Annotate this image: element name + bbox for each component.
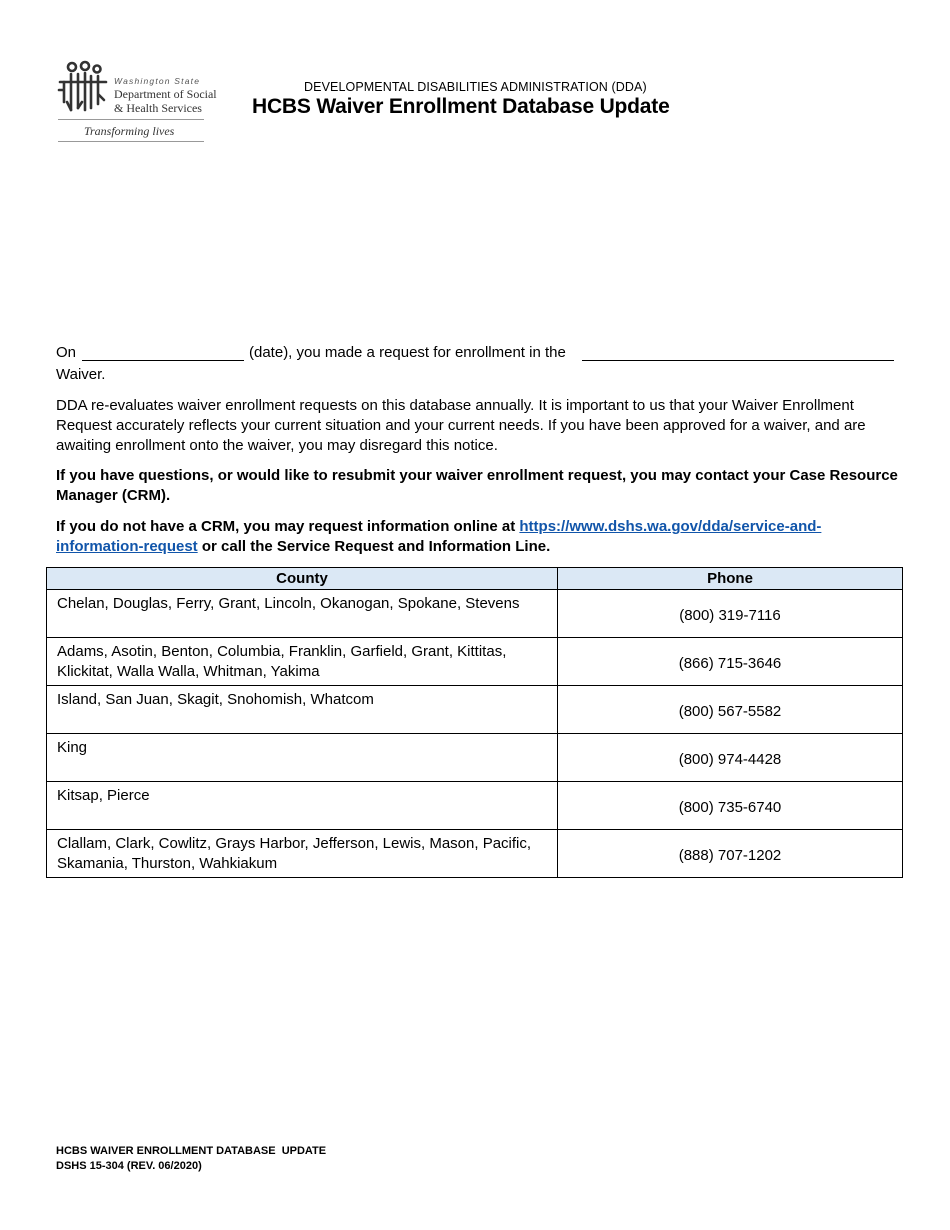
county-cell: Chelan, Douglas, Ferry, Grant, Lincoln, Okanogan, Spokane, Stevens [47,590,558,638]
phone-cell: (800) 319-7116 [558,590,903,638]
on-label: On [56,344,77,361]
logo-divider [58,141,204,142]
logo-department-line1: Department of Social [114,87,217,101]
page-title: HCBS Waiver Enrollment Database Update [252,95,670,118]
agency-name: DEVELOPMENTAL DISABILITIES ADMINISTRATION (DDA) [304,80,647,94]
table-header-row [47,568,903,590]
phone-cell: (800) 735-6740 [558,782,903,830]
phone-cell: (800) 974-4428 [558,734,903,782]
reevaluation-paragraph: DDA re-evaluates waiver enrollment requests on this database annually. It is important to us that your Waiver Enrollment Request accurately reflects your current situation and your current needs. If you have been approved for a waiver, and are awaiting enrollment onto the waiver, you may disregard this notice. [56,397,866,454]
footer-form-number: DSHS 15-304 (REV. 06/2020) [56,1160,202,1172]
county-cell: King [47,734,558,782]
logo-state-text: Washington State [114,76,201,86]
dshs-logo-figures-icon [56,60,112,116]
waiver-word: Waiver. [56,366,106,383]
county-phone-table [46,567,903,878]
table-row [47,782,903,830]
phone-cell: (866) 715-3646 [558,638,903,686]
table-row [47,734,903,782]
no-crm-text: If you do not have a CRM, you may request information online at [56,518,520,535]
dshs-logo [56,60,217,144]
service-request-link[interactable]: https://www.dshs.wa.gov/dda/service-and-information-request [56,518,822,555]
county-cell: Clallam, Clark, Cowlitz, Grays Harbor, Jefferson, Lewis, Mason, Pacific, Skamania, Thurston, Wahkiakum [47,830,558,878]
phone-cell: (800) 567-5582 [558,686,903,734]
table-row [47,830,903,878]
county-cell: Island, San Juan, Skagit, Snohomish, Whatcom [47,686,558,734]
county-cell: Adams, Asotin, Benton, Columbia, Franklin, Garfield, Grant, Kittitas, Klickitat, Walla Walla, Whitman, Yakima [47,638,558,686]
phone-cell: (888) 707-1202 [558,830,903,878]
no-crm-paragraph [56,517,898,557]
waiver-name-blank-field[interactable] [582,360,894,361]
county-cell: Kitsap, Pierce [47,782,558,830]
contact-crm-paragraph: If you have questions, or would like to resubmit your waiver enrollment request, you may contact your Case Resource Manager (CRM). [56,467,898,504]
no-crm-text-end: or call the Service Request and Information Line. [197,538,551,555]
footer-form-name: HCBS WAIVER ENROLLMENT DATABASE UPDATE [56,1145,327,1157]
logo-tagline: Transforming lives [84,124,175,138]
logo-divider [58,119,204,120]
request-date-line [56,343,896,365]
date-label: (date), you made a request for enrollment in the [249,344,566,361]
phone-column-header: Phone [558,568,903,590]
county-column-header: County [47,568,558,590]
table-row [47,638,903,686]
date-blank-field[interactable] [82,360,244,361]
logo-department-line2: & Health Services [114,101,202,115]
table-row [47,590,903,638]
table-row [47,686,903,734]
